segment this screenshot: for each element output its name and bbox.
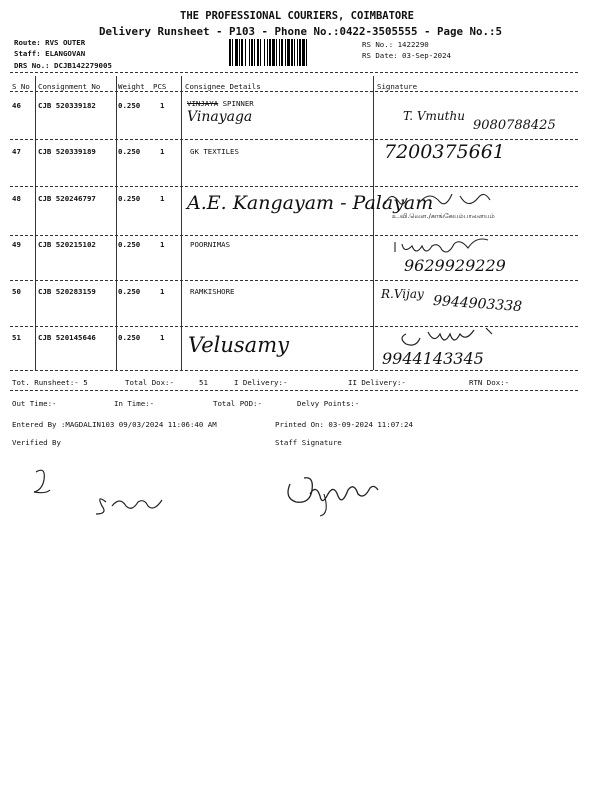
staff-signature-label: Staff Signature bbox=[275, 438, 342, 447]
rtn-dox: RTN Dox:- bbox=[469, 378, 510, 387]
row-consignment: CJB 520145646 bbox=[38, 333, 96, 342]
total-dox-label: Total Dox:- bbox=[125, 378, 174, 387]
row-sno: 48 bbox=[12, 194, 21, 203]
signature-scribble bbox=[396, 326, 516, 350]
runsheet-subtitle: Delivery Runsheet - P103 - Phone No.:0422-3505555 - Page No.:5 bbox=[99, 25, 503, 38]
handwritten-phone: 9944903338 bbox=[432, 292, 523, 316]
row-consignee bbox=[187, 99, 254, 108]
col-header-signature: Signature bbox=[377, 82, 418, 91]
handwritten-phone: 7200375661 bbox=[384, 141, 505, 163]
row-separator bbox=[10, 139, 578, 140]
out-time: Out Time:- bbox=[12, 399, 57, 408]
row-separator bbox=[10, 280, 578, 281]
col-header-weight: Weight bbox=[118, 82, 145, 91]
row-pcs: 1 bbox=[160, 287, 165, 296]
table-bottom-rule bbox=[10, 370, 578, 371]
signature-scribble bbox=[380, 186, 540, 216]
rs-date: RS Date: 03-Sep-2024 bbox=[362, 51, 451, 60]
handwritten-phone: 9944143345 bbox=[382, 349, 484, 368]
printed-on: Printed On: 03-09-2024 11:07:24 bbox=[275, 420, 413, 429]
in-time: In Time:- bbox=[114, 399, 155, 408]
row-sno: 46 bbox=[12, 101, 21, 110]
row-weight: 0.250 bbox=[118, 240, 141, 249]
row-consignment: CJB 520246797 bbox=[38, 194, 96, 203]
handwritten-consignee: Vinayaga bbox=[187, 109, 253, 125]
row-weight: 0.250 bbox=[118, 194, 141, 203]
col-header-pcs: PCS bbox=[153, 82, 167, 91]
handwritten-signature: R.Vijay bbox=[381, 287, 424, 301]
row-pcs: 1 bbox=[160, 333, 165, 342]
totals-rule bbox=[10, 390, 578, 391]
verifier-signature bbox=[28, 462, 188, 522]
handwritten-signature: T. Vmuthu bbox=[403, 109, 465, 123]
ii-delivery: II Delivery:- bbox=[348, 378, 406, 387]
row-consignment: CJB 520283159 bbox=[38, 287, 96, 296]
route-label: Route: RVS OUTER bbox=[14, 38, 86, 47]
row-weight: 0.250 bbox=[118, 333, 141, 342]
total-pod: Total POD:- bbox=[213, 399, 262, 408]
signature-stamp: உ.வி.வெள./காங்கேயம்பாளையம் bbox=[392, 212, 495, 220]
row-consignee: POORNIMAS bbox=[190, 240, 231, 249]
company-title: THE PROFESSIONAL COURIERS, COIMBATORE bbox=[180, 10, 414, 22]
row-weight: 0.250 bbox=[118, 101, 141, 110]
row-pcs: 1 bbox=[160, 101, 165, 110]
row-consignee: RAMKISHORE bbox=[190, 287, 235, 296]
col-header-consignee: Consignee Details bbox=[185, 82, 261, 91]
row-sno: 50 bbox=[12, 287, 21, 296]
col-header-sno: S No bbox=[12, 82, 30, 91]
row-sno: 47 bbox=[12, 147, 21, 156]
row-sno: 51 bbox=[12, 333, 21, 342]
verified-by-label: Verified By bbox=[12, 438, 61, 447]
signature-scribble bbox=[390, 236, 530, 258]
consignee-text: SPINNER bbox=[218, 99, 254, 108]
delvy-points: Delvy Points:- bbox=[297, 399, 360, 408]
col-header-consignment: Consignment No bbox=[38, 82, 101, 91]
handwritten-phone: 9080788425 bbox=[473, 118, 556, 133]
row-pcs: 1 bbox=[160, 194, 165, 203]
handwritten-phone: 9629929229 bbox=[404, 256, 506, 275]
table-top-rule bbox=[10, 72, 578, 73]
staff-signature bbox=[280, 464, 390, 524]
row-weight: 0.250 bbox=[118, 147, 141, 156]
handwritten-consignee: A.E. Kangayam - Palayam bbox=[187, 192, 434, 214]
row-consignee: GK TEXTILES bbox=[190, 147, 239, 156]
row-pcs: 1 bbox=[160, 240, 165, 249]
row-pcs: 1 bbox=[160, 147, 165, 156]
handwritten-consignee: Velusamy bbox=[188, 333, 289, 357]
barcode bbox=[229, 39, 356, 66]
drs-number: DRS No.: DCJB142279005 bbox=[14, 61, 112, 70]
staff-label: Staff: ELANGOVAN bbox=[14, 49, 86, 58]
tot-runsheet: Tot. Runsheet:- 5 bbox=[12, 378, 88, 387]
total-dox-value: 51 bbox=[199, 378, 208, 387]
i-delivery: I Delivery:- bbox=[234, 378, 288, 387]
row-sno: 49 bbox=[12, 240, 21, 249]
row-consignment: CJB 520339182 bbox=[38, 101, 96, 110]
row-consignment: CJB 520339189 bbox=[38, 147, 96, 156]
rs-number: RS No.: 1422290 bbox=[362, 40, 429, 49]
struck-consignee: VINJAYA bbox=[187, 99, 219, 108]
row-consignment: CJB 520215102 bbox=[38, 240, 96, 249]
row-weight: 0.250 bbox=[118, 287, 141, 296]
entered-by: Entered By :MAGDALIN103 09/03/2024 11:06:40 AM bbox=[12, 420, 217, 429]
table-header-rule bbox=[10, 91, 578, 92]
